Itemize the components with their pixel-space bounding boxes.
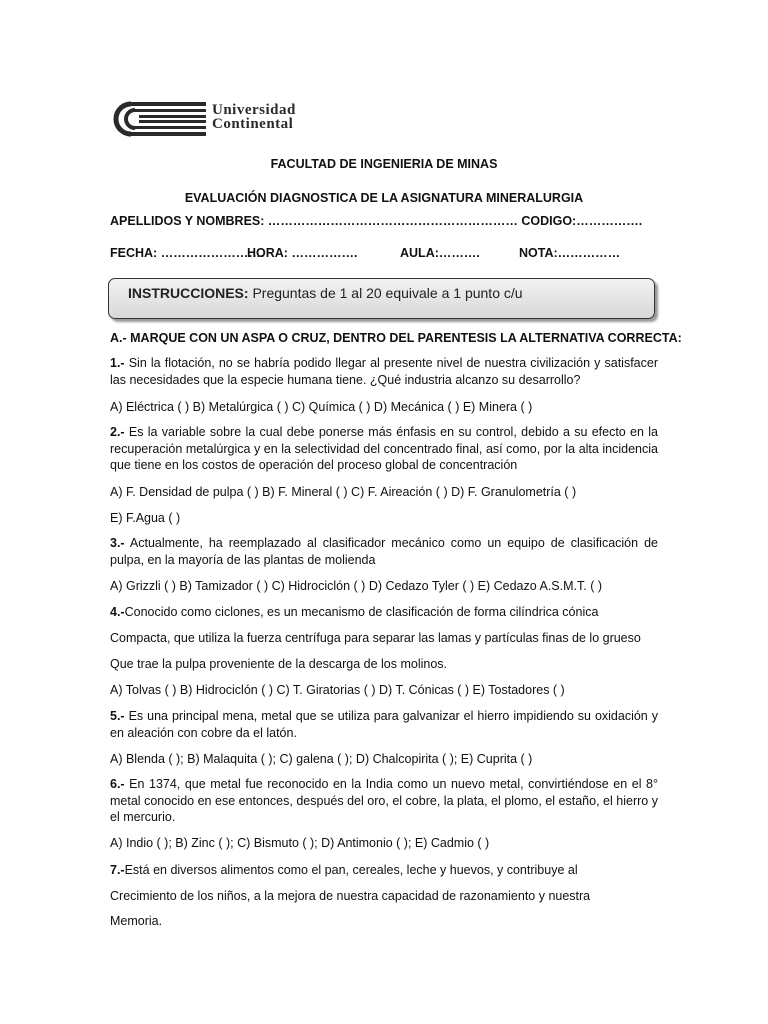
logo-emblem-icon bbox=[113, 101, 208, 137]
question-3 bbox=[110, 535, 658, 568]
question-5-text: Es una principal mena, metal que se utiliza para galvanizar el hierro impidiendo su oxidación y en aleación con cobre da el latón. bbox=[110, 709, 658, 740]
question-2-text: Es la variable sobre la cual debe ponerse más énfasis en su control, debido a su efecto en la recuperación metalúrgica y en la selectividad del concentrado final, así como, por la alta incidencia que tiene en los costos de operación del proceso global de concentración bbox=[110, 425, 658, 472]
question-2 bbox=[110, 424, 658, 474]
question-6 bbox=[110, 776, 658, 826]
question-2-options: A) F. Densidad de pulpa ( ) B) F. Mineral ( ) C) F. Aireación ( ) D) F. Granulometría ( ) bbox=[110, 485, 577, 499]
instructions-text bbox=[128, 285, 523, 301]
question-4-line3: Que trae la pulpa proveniente de la descarga de los molinos. bbox=[110, 657, 448, 671]
question-4-line1: Conocido como ciclones, es un mecanismo de clasificación de forma cilíndrica cónica bbox=[124, 605, 599, 619]
logo-text-line1: Universidad bbox=[212, 102, 296, 118]
names-code-field: APELLIDOS Y NOMBRES: …………………………………………………… CODIGO:……………. bbox=[110, 214, 643, 228]
question-4-number: 4.- bbox=[110, 605, 125, 619]
question-1-number: 1.- bbox=[110, 356, 125, 370]
question-1-options: A) Eléctrica ( ) B) Metalúrgica ( ) C) Química ( ) D) Mecánica ( ) E) Minera ( ) bbox=[110, 400, 533, 414]
question-4 bbox=[110, 604, 658, 621]
question-6-number: 6.- bbox=[110, 777, 125, 791]
logo-text bbox=[212, 103, 296, 131]
instructions-body: Preguntas de 1 al 20 equivale a 1 punto c/u bbox=[252, 285, 523, 301]
exam-title: EVALUACIÓN DIAGNOSTICA DE LA ASIGNATURA MINERALURGIA bbox=[184, 191, 584, 205]
grade-field: NOTA:…………… bbox=[519, 246, 621, 260]
question-6-text: En 1374, que metal fue reconocido en la India como un nuevo metal, convirtiéndose en el 8° metal conocido en ese entonces, después del oro, el cobre, la plata, el plomo, el estaño, el hierro y el mercurio. bbox=[110, 777, 658, 824]
instructions-box bbox=[108, 278, 655, 319]
section-a-heading: A.- MARQUE CON UN ASPA O CRUZ, DENTRO DEL PARENTESIS LA ALTERNATIVA CORRECTA: bbox=[110, 331, 682, 345]
question-7-line2: Crecimiento de los niños, a la mejora de nuestra capacidad de razonamiento y nuestra bbox=[110, 889, 591, 903]
time-field: HORA: ……………. bbox=[247, 246, 358, 260]
instructions-title: INSTRUCCIONES: bbox=[128, 285, 249, 301]
university-logo bbox=[113, 101, 353, 137]
question-7-line3: Memoria. bbox=[110, 914, 163, 928]
question-7-line1: Está en diversos alimentos como el pan, cereales, leche y huevos, y contribuye al bbox=[124, 863, 578, 877]
faculty-title: FACULTAD DE INGENIERIA DE MINAS bbox=[270, 157, 498, 171]
question-3-text: Actualmente, ha reemplazado al clasificador mecánico como un equipo de clasificación de pulpa, en la mayoría de las plantas de molienda bbox=[110, 536, 658, 567]
question-2-number: 2.- bbox=[110, 425, 125, 439]
question-1 bbox=[110, 355, 658, 388]
question-7-number: 7.- bbox=[110, 863, 125, 877]
question-5-number: 5.- bbox=[110, 709, 125, 723]
logo-text-line2: Continental bbox=[212, 116, 294, 132]
question-6-options: A) Indio ( ); B) Zinc ( ); C) Bismuto ( ); D) Antimonio ( ); E) Cadmio ( ) bbox=[110, 836, 490, 850]
question-5-options: A) Blenda ( ); B) Malaquita ( ); C) galena ( ); D) Chalcopirita ( ); E) Cuprita ( ) bbox=[110, 752, 533, 766]
question-3-number: 3.- bbox=[110, 536, 125, 550]
question-3-options: A) Grizzli ( ) B) Tamizador ( ) C) Hidrociclón ( ) D) Cedazo Tyler ( ) E) Cedazo A.S.M.T. ( ) bbox=[110, 579, 602, 593]
question-5 bbox=[110, 708, 658, 741]
question-4-options: A) Tolvas ( ) B) Hidrociclón ( ) C) T. Giratorias ( ) D) T. Cónicas ( ) E) Tostadores ( ) bbox=[110, 683, 565, 697]
room-field: AULA:………. bbox=[400, 246, 480, 260]
question-4-line2: Compacta, que utiliza la fuerza centrífuga para separar las lamas y partículas finas de lo grueso bbox=[110, 631, 641, 645]
question-2-options-continued: E) F.Agua ( ) bbox=[110, 511, 181, 525]
question-1-text: Sin la flotación, no se habría podido llegar al presente nivel de nuestra civilización y satisfacer las necesidades que la especie humana tiene. ¿Qué industria alcanzo su desarrollo? bbox=[110, 356, 658, 387]
date-field: FECHA: ……………………. bbox=[110, 246, 265, 260]
question-7 bbox=[110, 862, 658, 879]
